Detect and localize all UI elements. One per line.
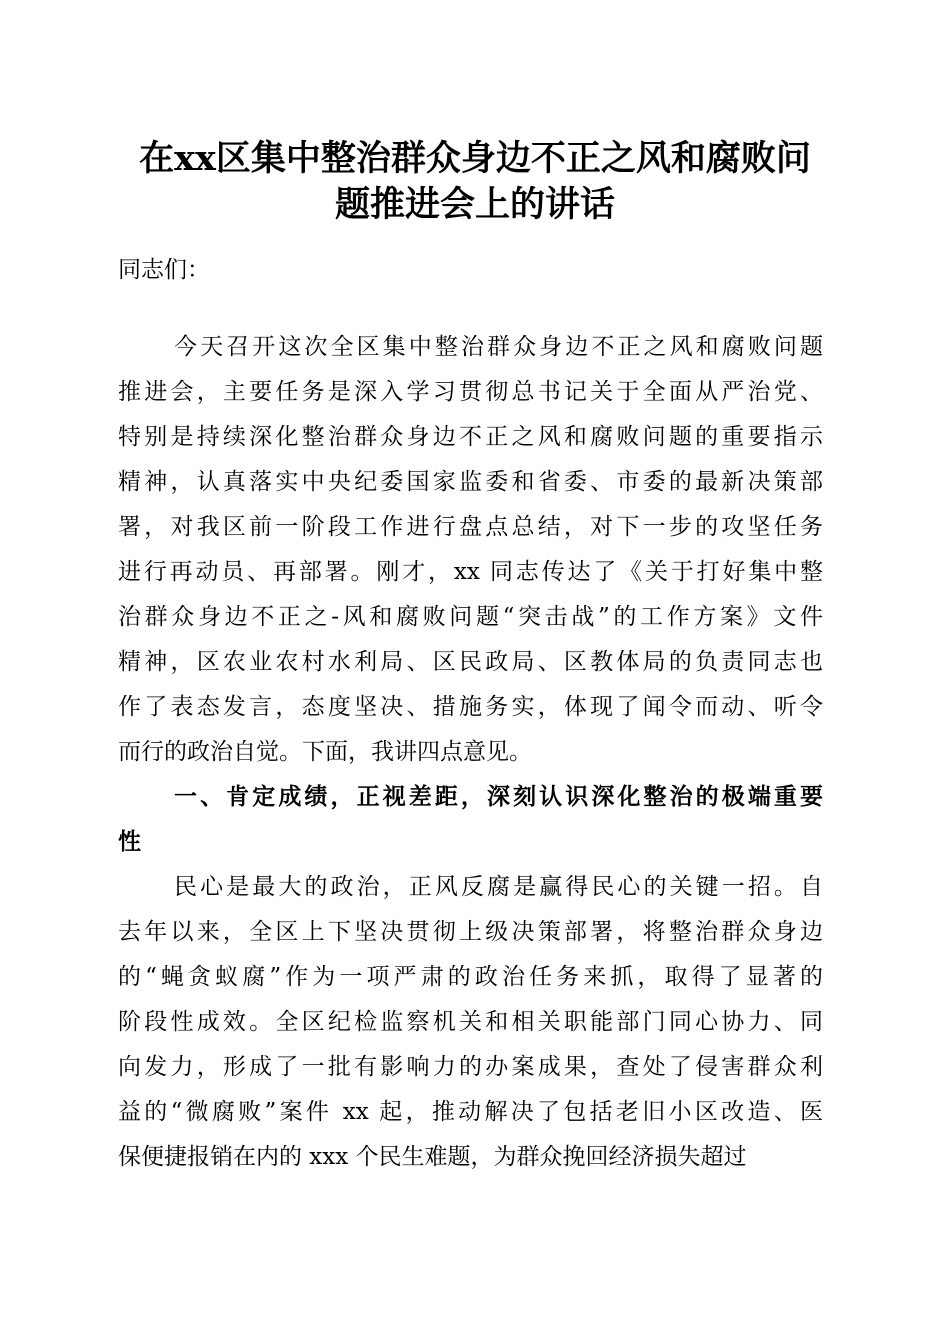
text-line: 益的“微腐败”案件 xx 起，推动解决了包括老旧小区改造、医 xyxy=(118,1099,823,1125)
text-line: 而行的政治自觉。下面，我讲四点意见。 xyxy=(118,739,532,765)
title-line-2: 题推进会上的讲话 xyxy=(334,184,615,225)
body-paragraph xyxy=(118,325,823,775)
document-title xyxy=(100,136,850,228)
text-line: 今天召开这次全区集中整治群众身边不正之风和腐败问题 xyxy=(174,334,823,360)
salutation: 同志们： xyxy=(118,257,210,283)
text-line: 去年以来，全区上下坚决贯彻上级决策部署，将整治群众身边 xyxy=(118,919,823,945)
title-line-1: 在xx区集中整治群众身边不正之风和腐败问 xyxy=(139,138,811,179)
text-line: 署，对我区前一阶段工作进行盘点总结，对下一步的攻坚任务 xyxy=(118,514,823,540)
text-line: 进行再动员、再部署。刚才，xx 同志传达了《关于打好集中整 xyxy=(118,559,823,585)
text-line: 民心是最大的政治，正风反腐是赢得民心的关键一招。自 xyxy=(174,874,823,900)
text-line: 的“蝇贪蚁腐”作为一项严肃的政治任务来抓，取得了显著的 xyxy=(118,964,823,990)
text-line: 治群众身边不正之-风和腐败问题“突击战”的工作方案》文件 xyxy=(118,604,823,630)
text-line: 阶段性成效。全区纪检监察机关和相关职能部门同心协力、同 xyxy=(118,1009,823,1035)
text-line: 一、肯定成绩，正视差距，深刻认识深化整治的极端重要 xyxy=(174,784,823,810)
text-line: 精神，区农业农村水利局、区民政局、区教体局的负责同志也 xyxy=(118,649,823,675)
paragraphs xyxy=(118,325,823,1180)
body-paragraph xyxy=(118,865,823,1180)
text-line: 特别是持续深化整治群众身边不正之风和腐败问题的重要指示 xyxy=(118,424,823,450)
text-line: 推进会，主要任务是深入学习贯彻总书记关于全面从严治党、 xyxy=(118,379,823,405)
text-line: 保便捷报销在内的 xxx 个民生难题，为群众挽回经济损失超过 xyxy=(118,1144,747,1170)
text-line: 作了表态发言，态度坚决、措施务实，体现了闻令而动、听令 xyxy=(118,694,823,720)
document-body xyxy=(118,254,823,1180)
text-line: 精神，认真落实中央纪委国家监委和省委、市委的最新决策部 xyxy=(118,469,823,495)
section-heading xyxy=(118,775,823,865)
text-line: 向发力，形成了一批有影响力的办案成果，查处了侵害群众利 xyxy=(118,1054,823,1080)
text-line: 性 xyxy=(118,829,141,855)
